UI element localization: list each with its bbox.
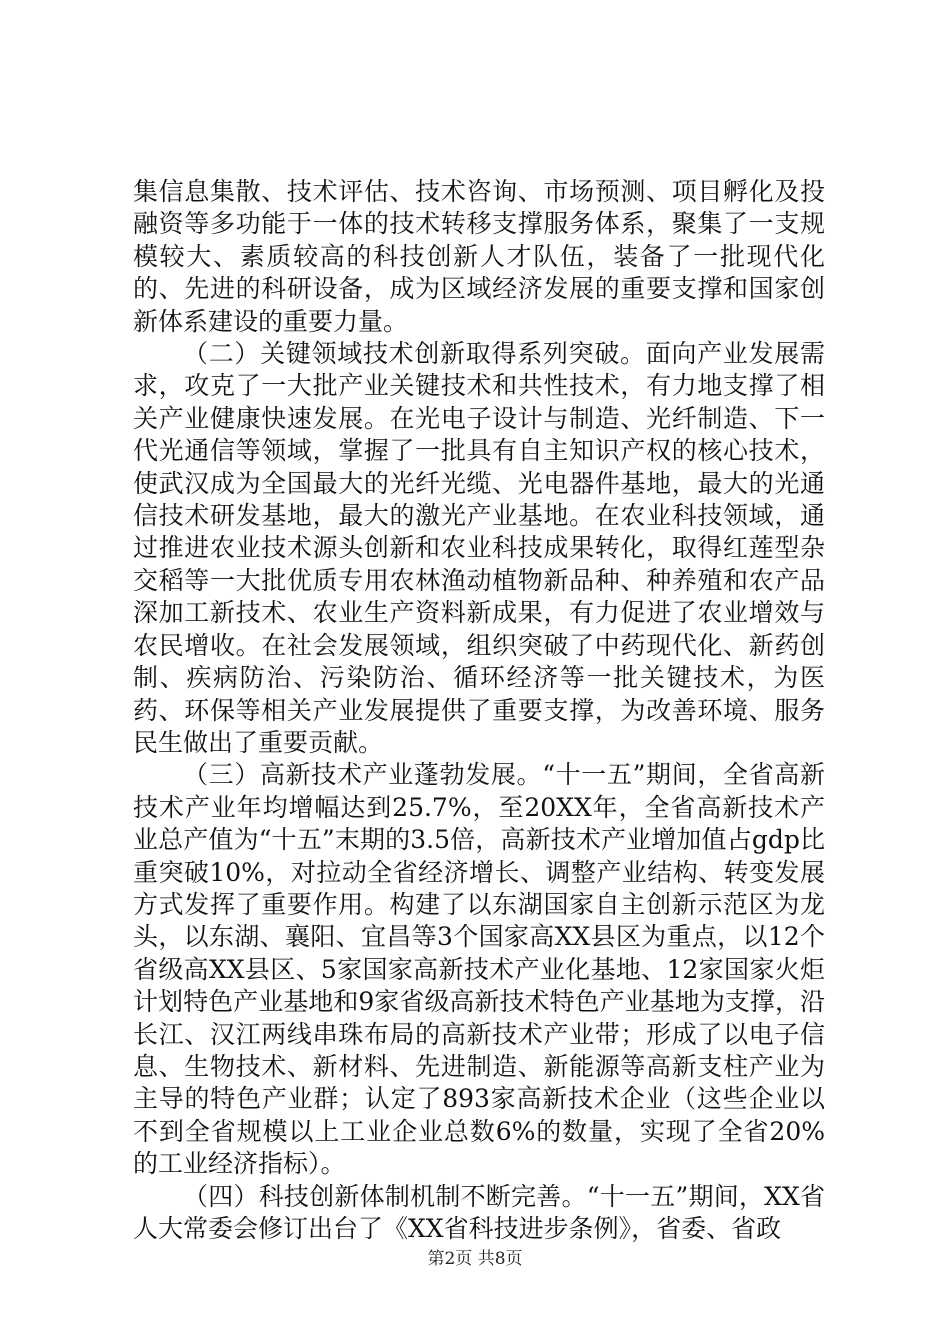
paragraph-section-two: （二）关键领域技术创新取得系列突破。面向产业发展需求，攻克了一大批产业关键技术和共性技术，有力地支撑了相关产业健康快速发展。在光电子设计与制造、光纤制造、下一代光通信等领域，掌握了一批具有自主知识产权的核心技术，使武汉成为全国最大的光纤光缆、光电器件基地，最大的光通信技术研发基地，最大的激光产业基地。在农业科技领域，通过推进农业技术源头创新和农业科技成果转化，取得红莲型杂交稻等一大批优质专用农林渔动植物新品种、种养殖和农产品深加工新技术、农业生产资料新成果，有力促进了农业增效与农民增收。在社会发展领域，组织突破了中药现代化、新药创制、疾病防治、污染防治、循环经济等一批关键技术，为医药、环保等相关产业发展提供了重要支撑，为改善环境、服务民生做出了重要贡献。	[133, 339, 825, 757]
paragraph-section-four: （四）科技创新体制机制不断完善。“十一五”期间，XX省人大常委会修订出台了《XX省科技进步条例》，省委、省政	[133, 1181, 825, 1243]
page-number-label: 第2页 共8页	[427, 1249, 523, 1269]
paragraph-continuation: 集信息集散、技术评估、技术咨询、市场预测、项目孵化及投融资等多功能于一体的技术转移支撑服务体系，聚集了一支规模较大、素质较高的科技创新人才队伍，装备了一批现代化的、先进的科研设备，成为区域经济发展的重要支撑和国家创新体系建设的重要力量。	[133, 177, 825, 336]
page-footer	[0, 1244, 950, 1269]
paragraph-section-three: （三）高新技术产业蓬勃发展。“十一五”期间，全省高新技术产业年均增幅达到25.7%，至20XX年，全省高新技术产业总产值为“十五”末期的3.5倍，高新技术产业增加值占gdp比重突破10%，对拉动全省经济增长、调整产业结构、转变发展方式发挥了重要作用。构建了以东湖国家自主创新示范区为龙头，以东湖、襄阳、宜昌等3个国家高XX县区为重点，以12个省级高XX县区、5家国家高新技术产业化基地、12家国家火炬计划特色产业基地和9家省级高新技术特色产业基地为支撑，沿长江、汉江两线串珠布局的高新技术产业带；形成了以电子信息、生物技术、新材料、先进制造、新能源等高新支柱产业为主导的特色产业群；认定了893家高新技术企业（这些企业以不到全省规模以上工业企业总数6%的数量，实现了全省20%的工业经济指标）。	[133, 760, 825, 1179]
document-body	[133, 176, 825, 1245]
